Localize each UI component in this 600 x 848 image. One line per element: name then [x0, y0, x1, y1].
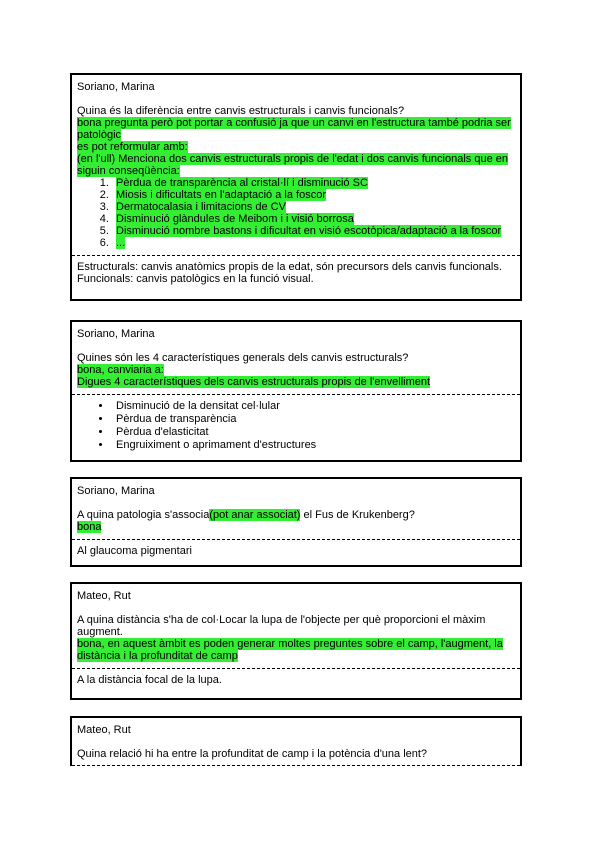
card-author: Mateo, Rut: [77, 724, 131, 736]
comment-line: bona, canviaria a:: [77, 364, 164, 376]
comment-line: bona, en aquest àmbit es poden generar moltes preguntes sobre el camp, l'augment, la distància i la profunditat de camp: [77, 638, 503, 662]
answer-divider: [72, 668, 520, 669]
list-item: 2. Miosis i dificultats en l'adaptació a la foscor: [112, 189, 515, 201]
comment-line: es pot reformular amb:: [77, 141, 188, 153]
list-item: • Disminució de la densitat cel·lular: [112, 400, 515, 413]
question-card-5: [70, 716, 522, 766]
comment-line: (en l'ull) Menciona dos canvis estructurals propis de l'edat i dos canvis funcionals que en siguin conseqüència:: [77, 153, 508, 177]
card-question: A quina patologia s'associa(pot anar associat) el Fus de Krukenberg?: [77, 509, 415, 521]
card-author: Soriano, Marina: [77, 328, 155, 340]
question-highlight: (pot anar associat): [209, 509, 301, 521]
answer-bullets: [77, 400, 515, 452]
card-author: Soriano, Marina: [77, 485, 155, 497]
answer-divider: [72, 765, 520, 766]
answer-divider: [72, 394, 520, 395]
answer-line: Funcionals: canvis patològics en la funció visual.: [77, 273, 314, 285]
reviewer-comment: [77, 521, 515, 533]
question-card-1: [70, 73, 522, 301]
card-author: Mateo, Rut: [77, 590, 131, 602]
list-item: 5. Disminució nombre bastons i dificultat en visió escotòpica/adaptació a la foscor: [112, 225, 515, 237]
list-item: • Pèrdua de transparència: [112, 413, 515, 426]
card-answer: A la distància focal de la lupa.: [77, 674, 222, 686]
reviewer-comment: [77, 638, 515, 662]
question-card-4: [70, 582, 522, 700]
comment-line: bona pregunta però pot portar a confusió ja que un canvi en l'estructura també podria ser patològic: [77, 117, 511, 141]
reviewer-comment: [77, 364, 515, 388]
card-question: Quina relació hi ha entre la profunditat de camp i la potència d'una lent?: [77, 748, 428, 760]
card-question: Quina és la diferència entre canvis estructurals i canvis funcionals?: [77, 105, 405, 117]
list-item: • Engruiximent o aprimament d'estructures: [112, 439, 515, 452]
reviewer-comment: [77, 117, 515, 177]
list-item: • Pèrdua d'elasticitat: [112, 426, 515, 439]
comment-line: bona: [77, 521, 102, 533]
card-answer: Al glaucoma pigmentari: [77, 545, 192, 557]
list-item: 4. Disminució glàndules de Meibom i i visió borrosa: [112, 213, 515, 225]
answer-divider: [72, 539, 520, 540]
card-author: Soriano, Marina: [77, 81, 155, 93]
question-card-3: [70, 477, 522, 567]
card-answer: [77, 261, 515, 285]
list-item: 3. Dermatocalasia i limitacions de CV: [112, 201, 515, 213]
answer-line: Estructurals: canvis anatòmics propis de la edat, són precursors dels canvis funcionals.: [77, 261, 502, 273]
comment-line: Digues 4 característiques dels canvis estructurals propis de l'envelliment: [77, 376, 431, 388]
answer-divider: [72, 255, 520, 256]
list-item: 1. Pèrdua de transparència al cristal·lí i disminució SC: [112, 177, 515, 189]
list-item: 6. ...: [112, 237, 515, 249]
card-question: A quina distància s'ha de col·Locar la lupa de l'objecte per què proporcioni el màxim augment.: [77, 614, 486, 638]
example-list: [77, 177, 515, 249]
card-question: Quines són les 4 característiques generals dels canvis estructurals?: [77, 352, 409, 364]
question-card-2: [70, 320, 522, 462]
